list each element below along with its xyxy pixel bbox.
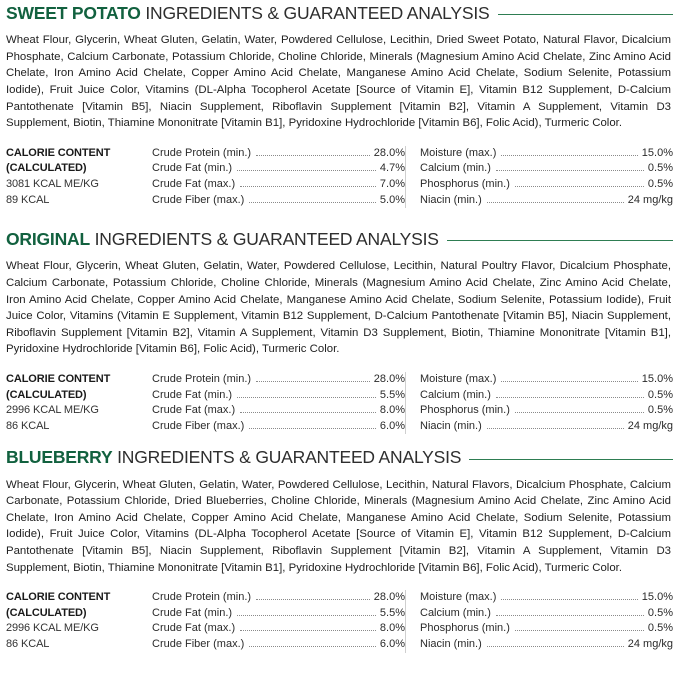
- analysis-label: Crude Fat (min.): [152, 162, 233, 175]
- analysis-column-right: [405, 146, 673, 208]
- section-title: [6, 230, 439, 249]
- analysis-label: Calcium (min.): [420, 162, 491, 175]
- ingredients-text: Wheat Flour, Glycerin, Wheat Gluten, Gelatin, Water, Powdered Cellulose, Lecithin, Natural Poultry Flavor, Dicalcium Phosphate, Calcium Carbonate, Potassium Chloride, Choline Chloride, Minerals (Magnesium Amino Acid Chelate, Zinc Amino Acid Chelate, Iron Amino Acid Chelate, Copper Amino Acid Chelate, Manganese Amino Acid Chelate, Sodium Selenite, Potassium Iodide), Fruit Juice Color, Vitamins (Vitamin E Supplement, Vitamin B12 Supplement, D-Calcium Pantothenate [Vitamin B5], Niacin Supplement, Riboflavin Supplement [Vitamin B2], Vitamin A Supplement, Vitamin D3 Supplement, Biotin, Thiamine Mononitrate [Vitamin B1], Pyridoxine Hydrochloride [Vitamin B6], Folic Acid), Turmeric Color.: [6, 260, 671, 356]
- analysis-row: [152, 146, 405, 162]
- analysis-label: Crude Fat (max.): [152, 404, 236, 417]
- leader-dots: [249, 646, 376, 647]
- calorie-title-line1: CALORIE CONTENT: [6, 146, 111, 159]
- analysis-value: 6.0%: [379, 419, 405, 432]
- analysis-value: 8.0%: [379, 404, 405, 417]
- analysis-row: [152, 606, 405, 622]
- analysis-row: [420, 621, 673, 637]
- analysis-value: 0.5%: [647, 404, 673, 417]
- calorie-per-treat: 89 KCAL: [6, 193, 50, 206]
- analysis-label: Moisture (max.): [420, 591, 497, 604]
- calorie-title-line2: (CALCULATED): [6, 388, 87, 401]
- analysis-value: 0.5%: [647, 388, 673, 401]
- analysis-value: 28.0%: [373, 146, 405, 159]
- analysis-value: 24 mg/kg: [627, 193, 673, 206]
- analysis-column-left: [146, 372, 405, 434]
- leader-dots: [240, 186, 376, 187]
- calorie-per-kg: 2996 KCAL ME/KG: [6, 404, 99, 417]
- analysis-column-right: [405, 372, 673, 434]
- analysis-row: [420, 606, 673, 622]
- analysis-label: Crude Fiber (max.): [152, 419, 245, 432]
- calorie-title-line2: (CALCULATED): [6, 606, 87, 619]
- calorie-title-line1: CALORIE CONTENT: [6, 373, 111, 385]
- analysis-row: [420, 590, 673, 606]
- analysis-column-left: [146, 146, 405, 208]
- leader-dots: [515, 186, 644, 187]
- leader-dots: [501, 155, 637, 156]
- flavor-name: SWEET POTATO: [6, 3, 141, 23]
- analysis-value: 8.0%: [379, 622, 405, 635]
- analysis-row: [420, 146, 673, 162]
- guaranteed-analysis: [6, 372, 673, 434]
- calorie-content: [6, 590, 146, 652]
- analysis-row: [420, 193, 673, 209]
- analysis-label: Niacin (min.): [420, 637, 482, 650]
- analysis-row: [420, 637, 673, 653]
- analysis-value: 28.0%: [373, 373, 405, 385]
- section-sweet-potato: [6, 0, 673, 208]
- analysis-label: Crude Fat (max.): [152, 178, 236, 190]
- analysis-label: Phosphorus (min.): [420, 178, 510, 190]
- analysis-label: Crude Fat (min.): [152, 388, 233, 401]
- analysis-label: Phosphorus (min.): [420, 622, 510, 635]
- analysis-row: [152, 419, 405, 435]
- analysis-label: Niacin (min.): [420, 419, 482, 432]
- calorie-per-kg: 3081 KCAL ME/KG: [6, 178, 99, 190]
- analysis-value: 7.0%: [379, 178, 405, 190]
- analysis-label: Crude Fat (min.): [152, 606, 233, 619]
- flavor-name: ORIGINAL: [6, 229, 90, 250]
- section-header: [6, 4, 673, 23]
- section-blueberry: [6, 434, 673, 652]
- heading-rest: INGREDIENTS & GUARANTEED ANALYSIS: [145, 3, 490, 23]
- guaranteed-analysis: [6, 146, 673, 208]
- section-title: [6, 448, 461, 467]
- analysis-column-right: [405, 590, 673, 652]
- header-divider: [498, 14, 674, 15]
- leader-dots: [501, 599, 637, 600]
- analysis-label: Crude Fiber (max.): [152, 193, 245, 206]
- leader-dots: [487, 202, 624, 203]
- analysis-label: Moisture (max.): [420, 146, 497, 159]
- leader-dots: [515, 630, 644, 631]
- analysis-row: [152, 161, 405, 177]
- leader-dots: [237, 397, 376, 398]
- calorie-per-kg: 2996 KCAL ME/KG: [6, 622, 99, 635]
- section-original: [6, 208, 673, 434]
- analysis-value: 0.5%: [647, 622, 673, 635]
- analysis-value: 0.5%: [647, 178, 673, 190]
- leader-dots: [496, 615, 644, 616]
- flavor-name: BLUEBERRY: [6, 447, 113, 468]
- leader-dots: [496, 397, 644, 398]
- analysis-label: Crude Fiber (max.): [152, 637, 245, 650]
- analysis-label: Crude Protein (min.): [152, 146, 252, 159]
- analysis-label: Calcium (min.): [420, 388, 491, 401]
- analysis-row: [420, 388, 673, 404]
- leader-dots: [487, 646, 624, 647]
- analysis-label: Crude Protein (min.): [152, 591, 252, 604]
- analysis-label: Niacin (min.): [420, 193, 482, 206]
- heading-rest: INGREDIENTS & GUARANTEED ANALYSIS: [117, 447, 462, 468]
- analysis-value: 5.0%: [379, 193, 405, 206]
- analysis-row: [420, 403, 673, 419]
- analysis-row: [152, 372, 405, 388]
- analysis-row: [152, 590, 405, 606]
- leader-dots: [501, 381, 637, 382]
- section-header: [6, 448, 673, 467]
- leader-dots: [237, 615, 376, 616]
- analysis-value: 0.5%: [647, 162, 673, 175]
- calorie-title-line1: CALORIE CONTENT: [6, 591, 111, 604]
- section-header: [6, 230, 673, 249]
- ingredients-text: Wheat Flour, Glycerin, Wheat Gluten, Gelatin, Water, Powdered Cellulose, Lecithin, Natural Flavors, Dicalcium Phosphate, Calcium Carbonate, Potassium Chloride, Dried Blueberries, Choline Chloride, Minerals (Magnesium Amino Acid Chelate, Zinc Amino Acid Chelate, Iron Amino Acid Chelate, Copper Amino Acid Chelate, Manganese Amino Acid Chelate, Sodium Selenite, Potassium Iodide), Fruit Juice Color, Vitamins (DL-Alpha Tocopherol Acetate [Source of Vitamin E], Vitamin B12 Supplement, D-Calcium Pantothenate [Vitamin B5], Niacin Supplement, Riboflavin Supplement [Vitamin B2], Vitamin A Supplement, Vitamin D3 Supplement, Biotin, Thiamine Mononitrate [Vitamin B1], Pyridoxine Hydrochloride [Vitamin B6], Folic Acid), Turmeric Color.: [6, 478, 671, 574]
- header-divider: [447, 240, 673, 241]
- analysis-row: [420, 419, 673, 435]
- leader-dots: [256, 155, 370, 156]
- analysis-value: 15.0%: [641, 591, 673, 604]
- analysis-value: 24 mg/kg: [627, 419, 673, 432]
- analysis-value: 5.5%: [379, 388, 405, 401]
- leader-dots: [237, 170, 376, 171]
- ingredients-text: Wheat Flour, Glycerin, Wheat Gluten, Gelatin, Water, Powdered Cellulose, Lecithin, Dried Sweet Potato, Natural Flavor, Dicalcium Phosphate, Calcium Carbonate, Potassium Chloride, Choline Chloride, Minerals (Magnesium Amino Acid Chelate, Zinc Amino Acid Chelate, Iron Amino Acid Chelate, Copper Amino Acid Chelate, Manganese Amino Acid Chelate, Sodium Selenite, Potassium Iodide), Fruit Juice Color, Vitamins (DL-Alpha Tocopherol Acetate [Source of Vitamin E], Vitamin B12 Supplement, D-Calcium Pantothenate [Vitamin B5], Niacin Supplement, Riboflavin Supplement [Vitamin B2], Vitamin A Supplement, Vitamin D3 Supplement, Biotin, Thiamine Mononitrate [Vitamin B1], Pyridoxine Hydrochloride [Vitamin B6], Folic Acid), Turmeric Color.: [6, 34, 671, 130]
- analysis-row: [152, 621, 405, 637]
- analysis-value: 28.0%: [373, 591, 405, 604]
- analysis-row: [152, 403, 405, 419]
- leader-dots: [249, 202, 376, 203]
- calorie-title-line2: (CALCULATED): [6, 162, 87, 175]
- analysis-value: 15.0%: [641, 146, 673, 159]
- analysis-label: Moisture (max.): [420, 373, 497, 385]
- leader-dots: [515, 412, 644, 413]
- analysis-row: [152, 193, 405, 209]
- section-title: [6, 4, 490, 23]
- analysis-row: [420, 177, 673, 193]
- analysis-column-left: [146, 590, 405, 652]
- analysis-value: 5.5%: [379, 606, 405, 619]
- analysis-row: [152, 388, 405, 404]
- analysis-row: [420, 161, 673, 177]
- analysis-value: 0.5%: [647, 606, 673, 619]
- analysis-value: 24 mg/kg: [627, 637, 673, 650]
- analysis-value: 15.0%: [641, 373, 673, 385]
- analysis-row: [152, 177, 405, 193]
- analysis-value: 6.0%: [379, 637, 405, 650]
- analysis-value: 4.7%: [379, 162, 405, 175]
- heading-rest: INGREDIENTS & GUARANTEED ANALYSIS: [94, 229, 439, 250]
- analysis-row: [420, 372, 673, 388]
- calorie-content: [6, 372, 146, 434]
- analysis-label: Calcium (min.): [420, 606, 491, 619]
- leader-dots: [256, 599, 370, 600]
- leader-dots: [256, 381, 370, 382]
- calorie-content: [6, 146, 146, 208]
- leader-dots: [496, 170, 644, 171]
- analysis-label: Crude Fat (max.): [152, 622, 236, 635]
- header-divider: [469, 459, 673, 460]
- calorie-per-treat: 86 KCAL: [6, 637, 50, 650]
- guaranteed-analysis: [6, 590, 673, 652]
- calorie-per-treat: 86 KCAL: [6, 419, 50, 432]
- analysis-label: Phosphorus (min.): [420, 404, 510, 417]
- analysis-row: [152, 637, 405, 653]
- analysis-label: Crude Protein (min.): [152, 373, 252, 385]
- leader-dots: [249, 428, 376, 429]
- leader-dots: [240, 412, 376, 413]
- leader-dots: [487, 428, 624, 429]
- leader-dots: [240, 630, 376, 631]
